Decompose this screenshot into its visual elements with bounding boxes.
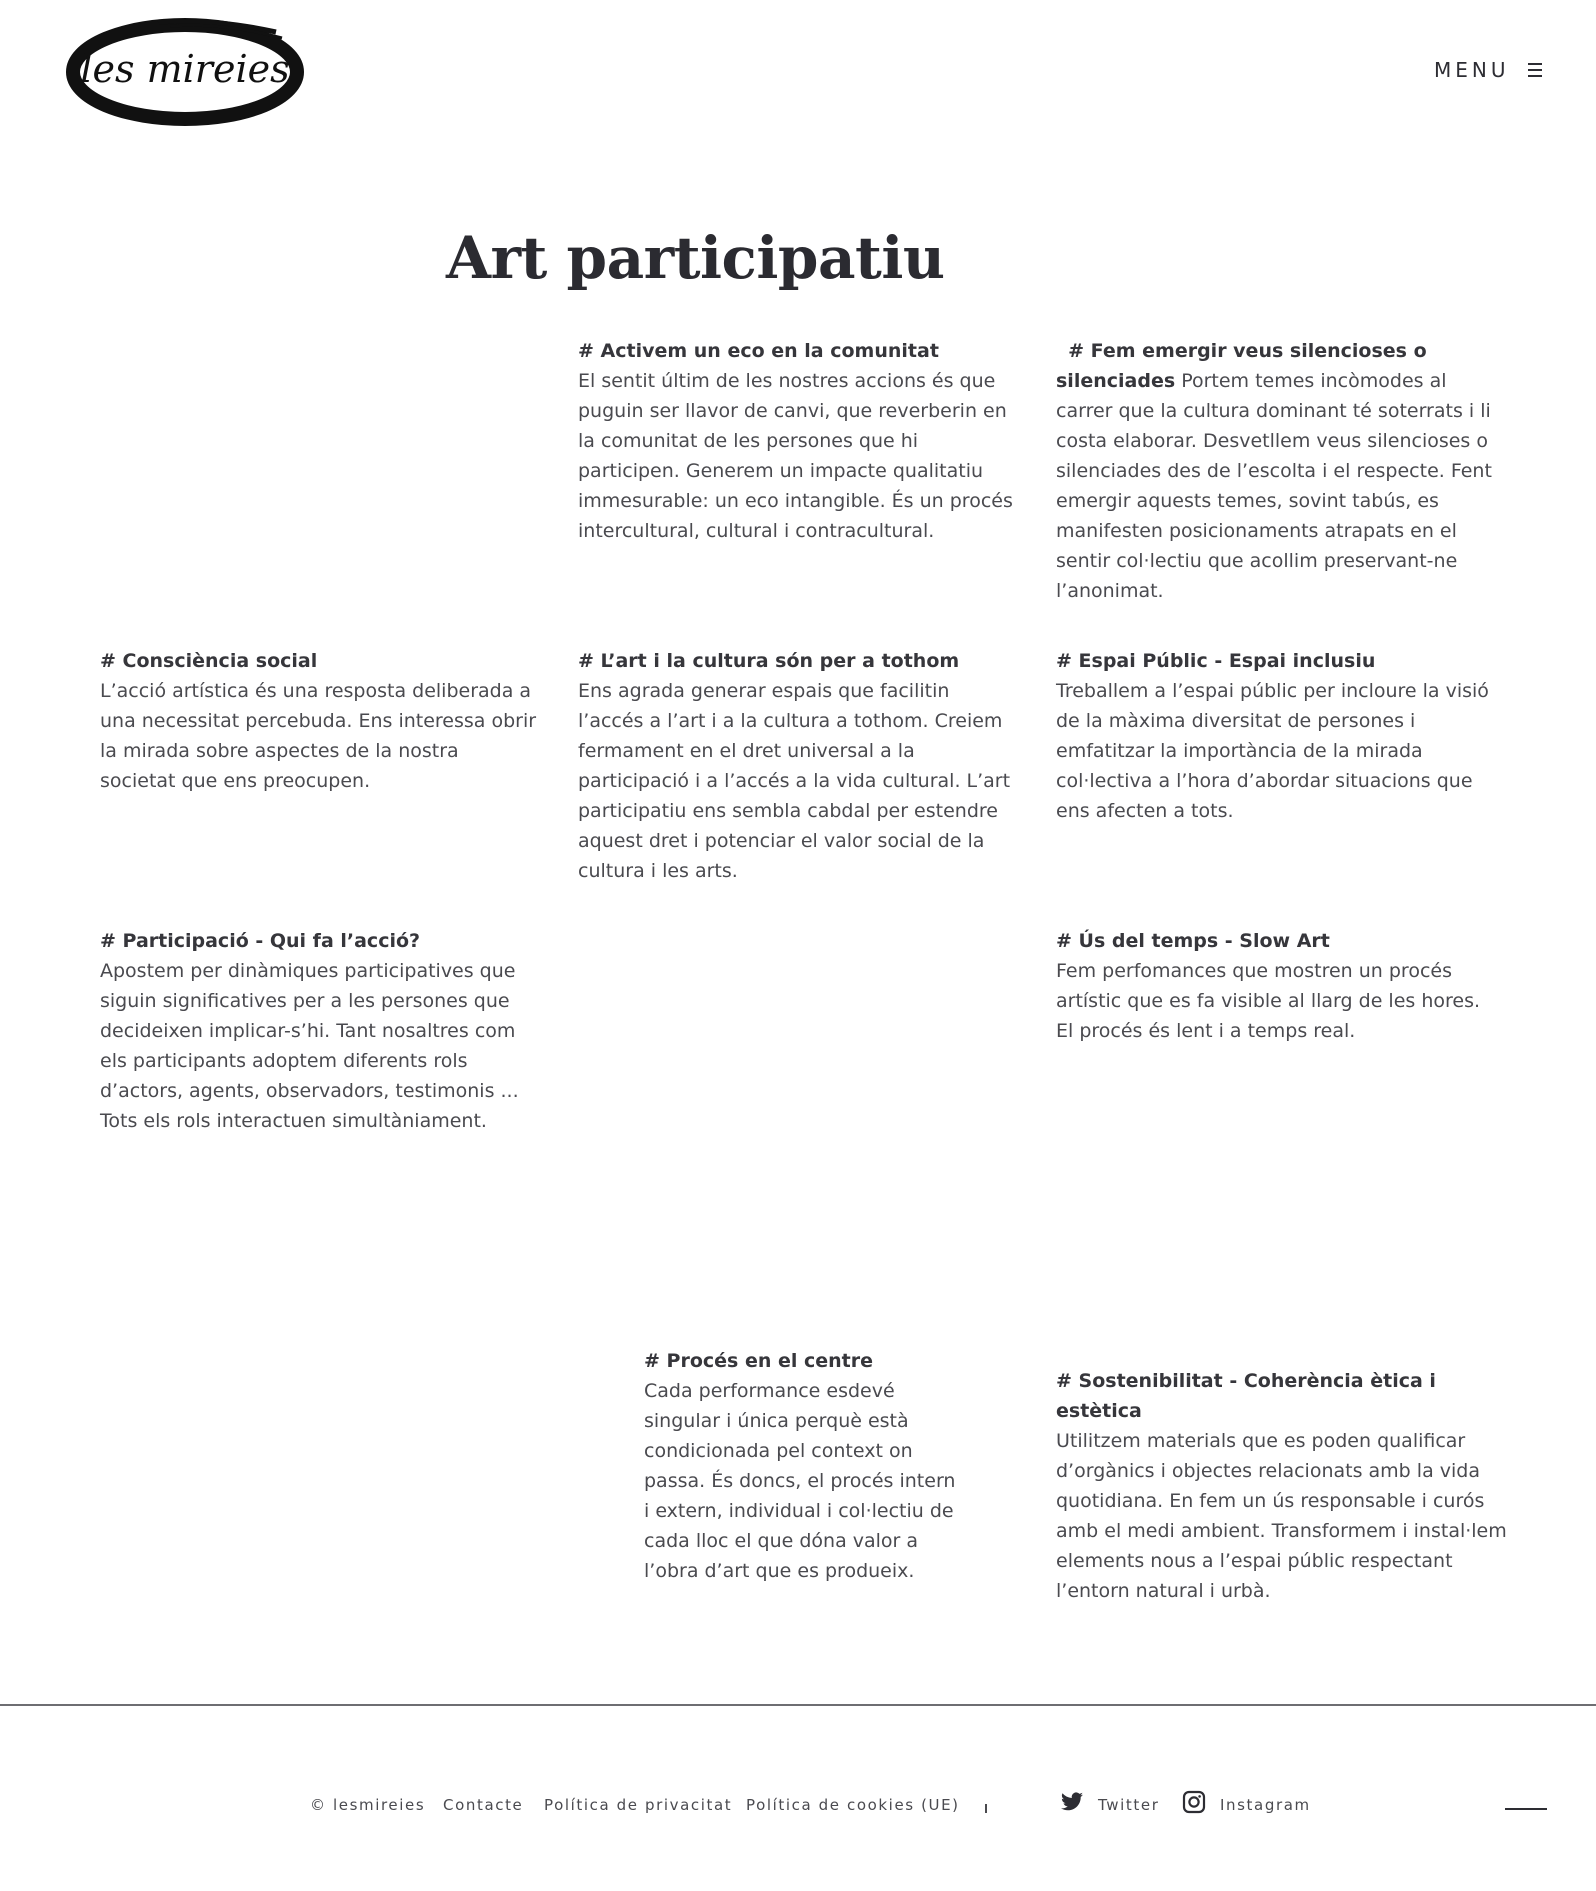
block-body: Utilitzem materials que es poden qualificar d’orgànics i objectes relacionats amb la vida quotidiana. En fem un ús responsable i curós amb el medi ambient. Transformem i instal·lem elements nous a l’espai públic respectant l’entorn natural i urbà. (1056, 1430, 1507, 1602)
block-body: Apostem per dinàmiques participatives que siguin significatives per a les persones que decideixen implicar-s’hi. Tant nosaltres com els participants adoptem diferents rols d’actors, agents, observadors, testimonis ... Tots els rols interactuen simultàniament. (100, 960, 519, 1132)
footer-link-instagram[interactable]: Instagram (1220, 1796, 1311, 1814)
block-body: El sentit últim de les nostres accions és que puguin ser llavor de canvi, que reverberin en la comunitat de les persones que hi participen. Generem un impacte qualitatiu immesurable: un eco intangible. És un procés intercultural, cultural i contracultural. (578, 370, 1013, 542)
block-participacio (100, 926, 540, 1136)
block-body: Treballem a l’espai públic per incloure la visió de la màxima diversitat de persones i emfatitzar la importància de la mirada col·lectiva a l’hora d’abordar situacions que ens afecten a tots. (1056, 680, 1489, 822)
block-veus-silencioses (1056, 336, 1502, 606)
block-heading: # Espai Públic - Espai inclusiu (1056, 650, 1376, 672)
footer-link-twitter[interactable]: Twitter (1098, 1796, 1160, 1814)
menu-button[interactable] (1434, 56, 1542, 84)
block-us-del-temps (1056, 926, 1502, 1046)
site-header (0, 0, 1596, 140)
block-body: Portem temes incòmodes al carrer que la cultura dominant té soterrats i li costa elaborar. Desvetllem veus silencioses o silenciades des de l’escolta i el respecte. Fent emergir aquests temes, sovint tabús, es manifesten posicionaments atrapats en el sentir col·lectiu que acollim preservant-ne l’anonimat. (1056, 370, 1492, 602)
block-heading: # Ús del temps - Slow Art (1056, 930, 1330, 952)
site-footer (0, 1786, 1596, 1826)
hamburger-icon (1528, 63, 1542, 77)
instagram-icon[interactable] (1182, 1790, 1206, 1814)
page-title: Art participatiu (446, 224, 945, 292)
block-body: Cada performance esdevé singular i única perquè està condicionada pel context on passa. És doncs, el procés intern i extern, individual i col·lectiu de cada lloc el que dóna valor a l’obra d’art que es produeix. (644, 1380, 956, 1582)
block-body: L’acció artística és una resposta deliberada a una necessitat percebuda. Ens interessa obrir la mirada sobre aspectes de la nostra societat que ens preocupen. (100, 680, 537, 792)
block-proces-en-el-centre (644, 1346, 960, 1586)
block-art-per-a-tothom (578, 646, 1018, 886)
footer-link-contacte[interactable]: Contacte (443, 1796, 524, 1814)
logo-ellipse-icon (62, 14, 308, 126)
block-heading: # Sostenibilitat - Coherència ètica i estètica (1056, 1370, 1436, 1422)
block-heading: # Procés en el centre (644, 1350, 874, 1372)
menu-label: MENU (1434, 58, 1510, 82)
footer-divider (0, 1704, 1596, 1706)
block-espai-public (1056, 646, 1502, 826)
footer-link-privacitat[interactable]: Política de privacitat (544, 1796, 733, 1814)
block-heading: # Participació - Qui fa l’acció? (100, 930, 421, 952)
block-activem-eco (578, 336, 1018, 546)
copyright-text: © lesmireies (310, 1796, 426, 1814)
block-sostenibilitat (1056, 1366, 1526, 1606)
block-body: Fem perfomances que mostren un procés artístic que es fa visible al llarg de les hores. El procés és lent i a temps real. (1056, 960, 1481, 1042)
site-logo[interactable] (62, 14, 308, 126)
block-heading: # Activem un eco en la comunitat (578, 340, 939, 362)
twitter-icon[interactable] (1060, 1790, 1084, 1814)
block-heading: # Consciència social (100, 650, 318, 672)
block-heading: # L’art i la cultura són per a tothom (578, 650, 960, 672)
footer-link-cookies[interactable]: Política de cookies (UE) (746, 1796, 960, 1814)
scroll-to-top-handle[interactable] (1505, 1808, 1547, 1810)
svg-text:les mireies: les mireies (80, 47, 290, 91)
block-text (1056, 336, 1502, 606)
footer-separator (985, 1804, 987, 1813)
block-consciencia-social (100, 646, 540, 796)
block-body: Ens agrada generar espais que facilitin l’accés a l’art i a la cultura a tothom. Creiem fermament en el dret universal a la participació i a l’accés a la vida cultural. L’art participatiu ens sembla cabdal per estendre aquest dret i potenciar el valor social de la cultura i les arts. (578, 680, 1011, 882)
block-heading: # Fem emergir veus silencioses o silenciades (1056, 340, 1427, 392)
